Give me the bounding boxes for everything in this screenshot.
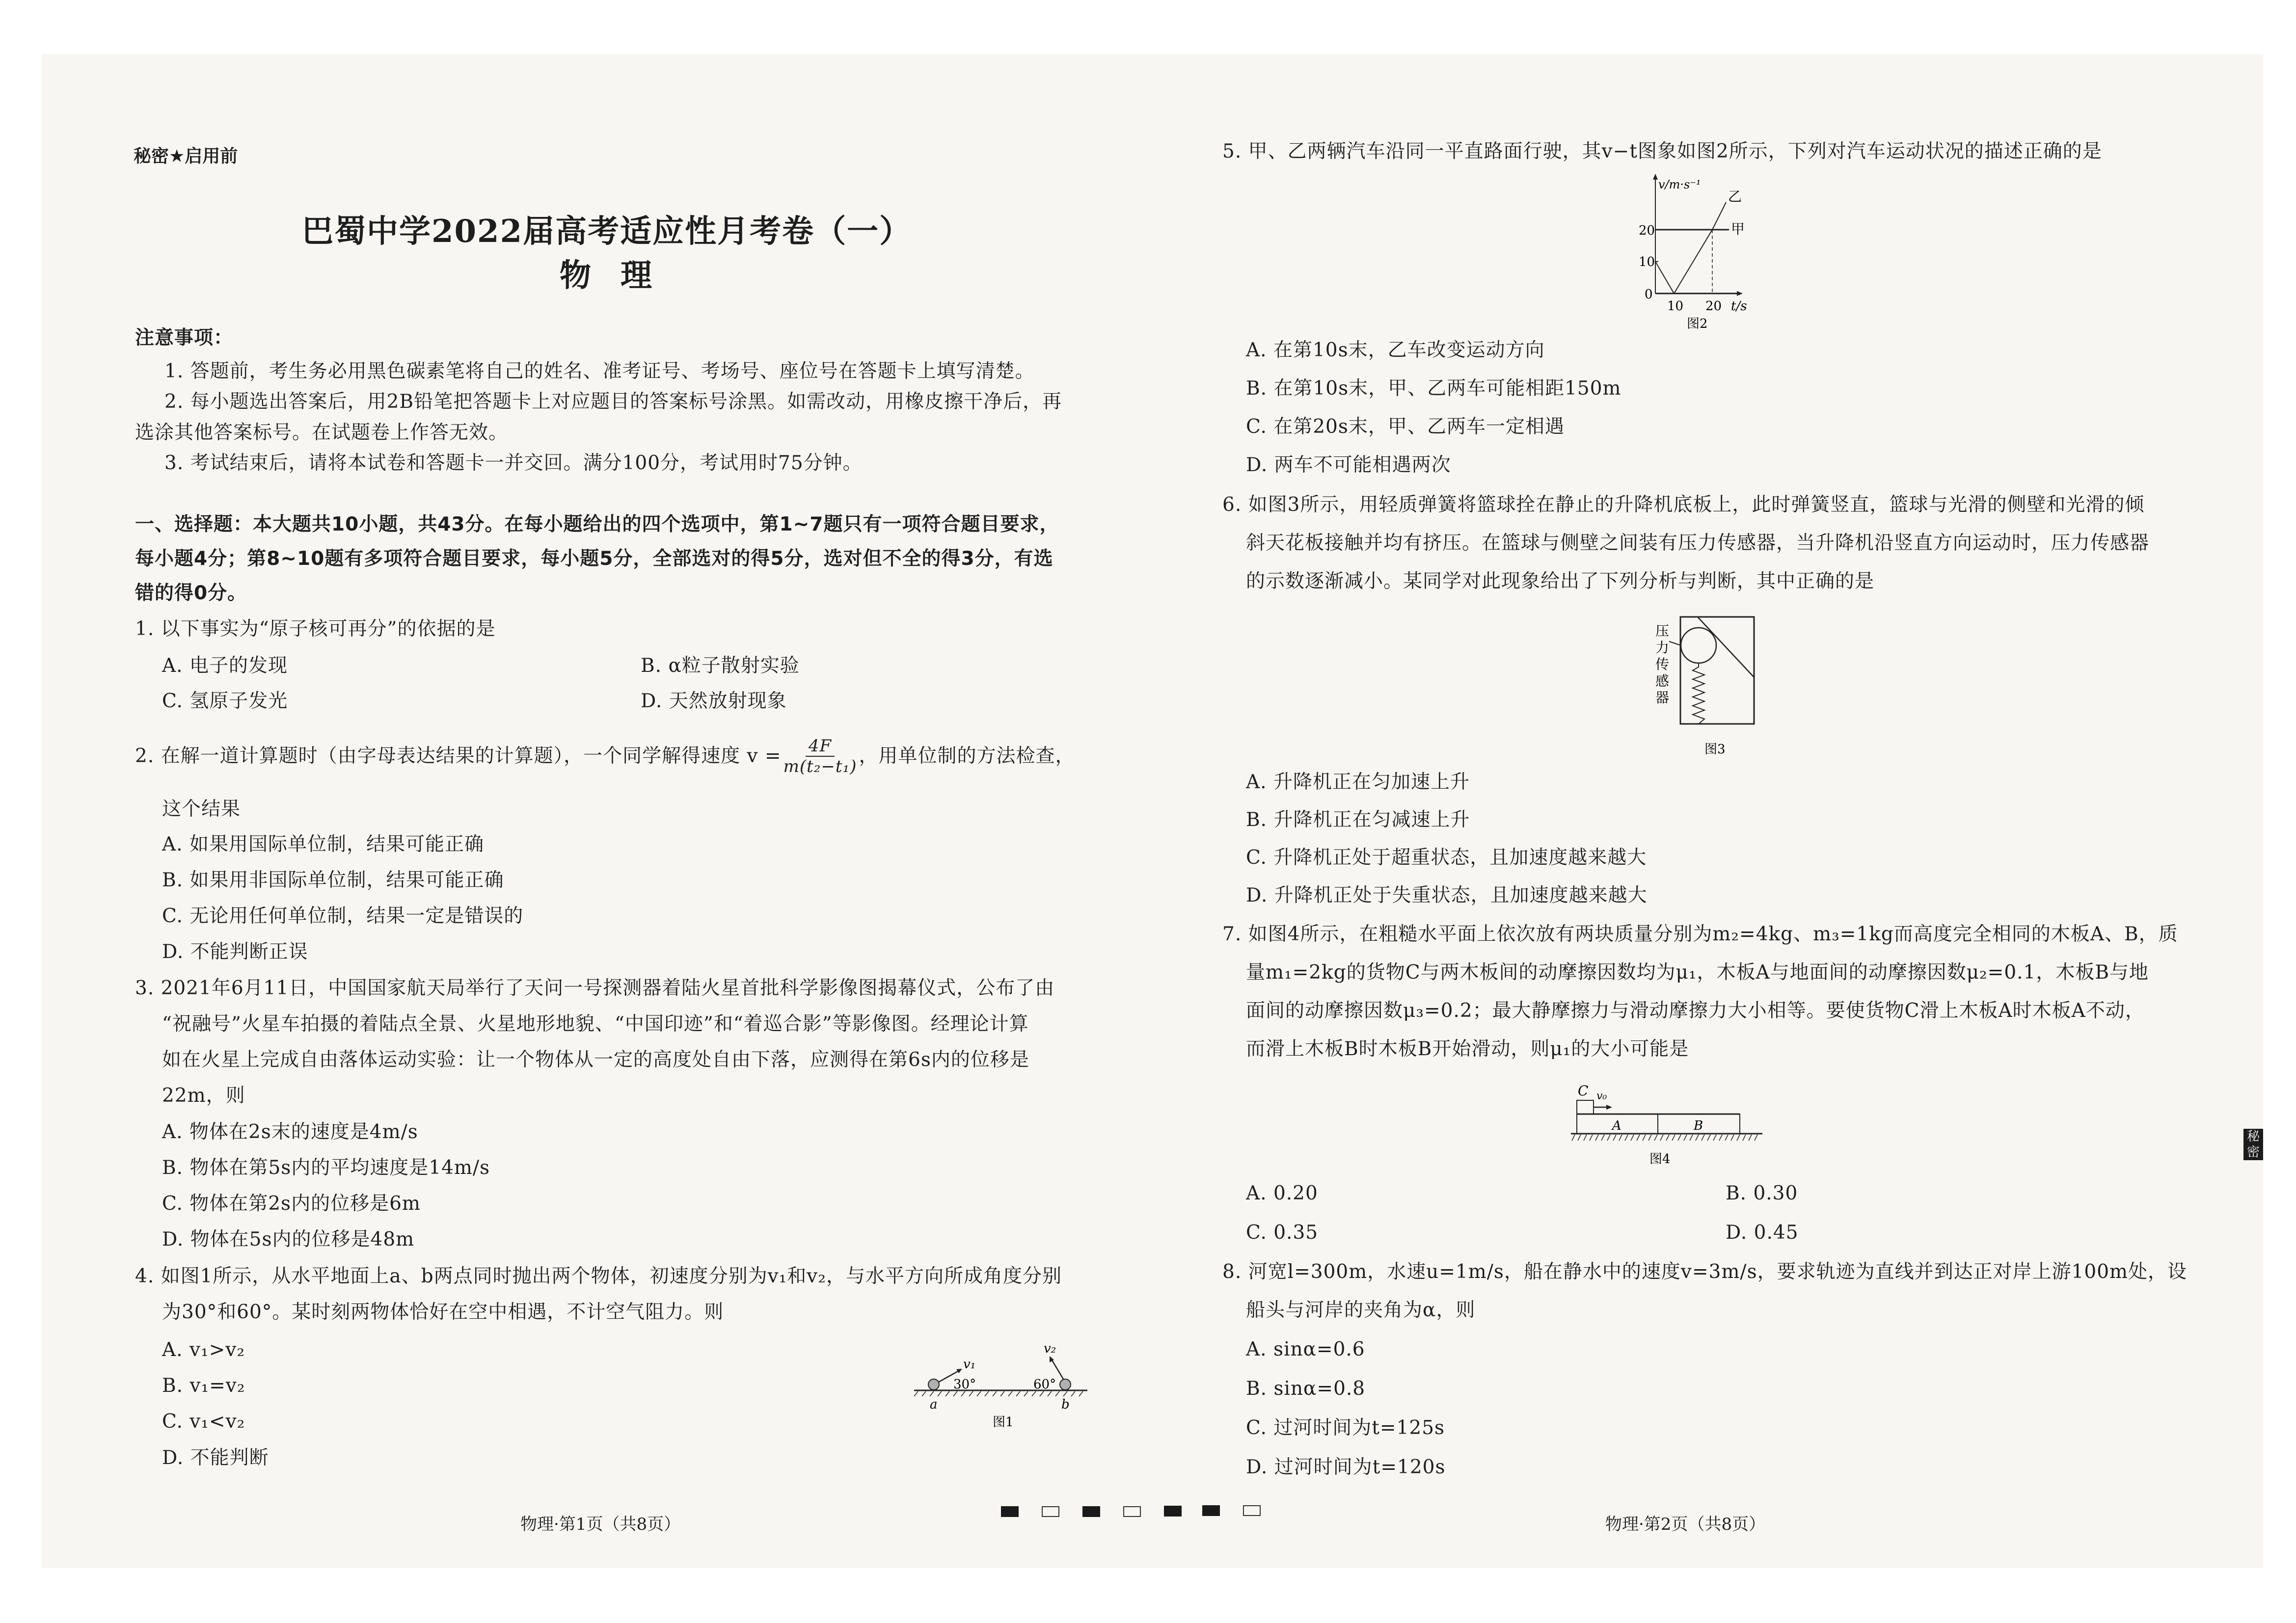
- figure-4-boards: [1571, 1080, 1826, 1178]
- fig2-yi-label: 乙: [1728, 188, 1742, 205]
- footer-marker-7: [1243, 1505, 1261, 1516]
- fig4-label-v0: v₀: [1596, 1090, 1607, 1102]
- fig1-v1-label: v₁: [963, 1357, 976, 1372]
- fig1-angle-b: 60°: [1033, 1377, 1056, 1392]
- section-intro-line-1: 一、选择题：本大题共10小题，共43分。在每小题给出的四个选项中，第1~7题只有一项符合题目要求，: [135, 513, 1059, 535]
- fig3-sensor-char-1: 压: [1655, 623, 1670, 639]
- fig2-x-tick-20: 20: [1705, 299, 1722, 314]
- figure-1-projectiles: [908, 1335, 1095, 1428]
- fig1-label-a: a: [930, 1397, 938, 1412]
- confidential-label: 秘密★启用前: [134, 146, 238, 166]
- notice-item-2: 2. 每小题选出答案后，用2B铅笔把答题卡上对应题目的答案标号涂黑。如需改动，用橡皮擦干净后，再: [164, 391, 1062, 413]
- footer-marker-2: [1042, 1506, 1059, 1517]
- q8-option-c[interactable]: C. 过河时间为t=125s: [1246, 1417, 1445, 1439]
- q2-option-d[interactable]: D. 不能判断正误: [162, 941, 308, 963]
- ball-b-icon: [1060, 1379, 1071, 1390]
- notice-item-2-cont: 选涂其他答案标号。在试题卷上作答无效。: [135, 422, 509, 444]
- basketball-icon: [1681, 628, 1716, 663]
- fig1-angle-a: 30°: [953, 1377, 976, 1392]
- q6-line-3: 的示数逐渐减小。某同学对此现象给出了下列分析与判断，其中正确的是: [1246, 570, 1875, 592]
- footer-marker-4: [1123, 1506, 1141, 1517]
- q4-line-2: 为30°和60°。某时刻两物体恰好在空中相遇，不计空气阻力。则: [162, 1301, 724, 1323]
- fig2-caption: 图2: [1687, 317, 1708, 329]
- q4-line-1: 4. 如图1所示，从水平地面上a、b两点同时抛出两个物体，初速度分别为v₁和v₂，与水平方向所成角度分别: [135, 1265, 1062, 1287]
- q3-option-b[interactable]: B. 物体在第5s内的平均速度是14m/s: [162, 1157, 490, 1179]
- q3-line-3: 如在火星上完成自由落体运动实验：让一个物体从一定的高度处自由下落，应测得在第6s内的位移是: [162, 1049, 1029, 1071]
- q3-option-c[interactable]: C. 物体在第2s内的位移是6m: [162, 1193, 421, 1215]
- q7-option-c[interactable]: C. 0.35: [1246, 1222, 1319, 1244]
- fig1-label-b: b: [1061, 1397, 1070, 1412]
- fig1-caption: 图1: [993, 1415, 1014, 1428]
- arrow-v0-icon: [1606, 1105, 1612, 1110]
- cargo-c: [1577, 1100, 1594, 1114]
- notice-item-3: 3. 考试结束后，请将本试卷和答题卡一并交回。满分100分，考试用时75分钟。: [164, 452, 863, 474]
- q4-option-c[interactable]: C. v₁<v₂: [162, 1410, 245, 1433]
- fig3-sensor-char-3: 传: [1655, 656, 1670, 672]
- q6-option-a[interactable]: A. 升降机正在匀加速上升: [1246, 771, 1470, 793]
- q2-stem-after: ，用单位制的方法检查，: [859, 745, 1075, 767]
- fig2-jia-label: 甲: [1731, 221, 1745, 237]
- q2-stem-before: 2. 在解一道计算题时（由字母表达结果的计算题），一个同学解得速度 v =: [135, 745, 782, 767]
- q2-stem: [135, 736, 1075, 776]
- fig4-label-c: C: [1578, 1083, 1589, 1099]
- fig3-caption: 图3: [1704, 742, 1726, 757]
- q3-line-1: 3. 2021年6月11日，中国国家航天局举行了天问一号探测器着陆火星首批科学影像图揭幕仪式，公布了由: [135, 977, 1055, 999]
- q4-option-a[interactable]: A. v₁>v₂: [162, 1339, 245, 1361]
- subject-title: 物理: [560, 257, 681, 294]
- q2-stem-line-2: 这个结果: [162, 798, 241, 820]
- fig4-label-b: B: [1694, 1118, 1703, 1133]
- q4-option-d[interactable]: D. 不能判断: [162, 1447, 269, 1469]
- q7-line-1: 7. 如图4所示，在粗糙水平面上依次放有两块质量分别为m₂=4kg、m₃=1kg而高度完全相同的木板A、B，质: [1222, 923, 2178, 945]
- q3-line-2: “祝融号”火星车拍摄的着陆点全景、火星地形地貌、“中国印迹”和“着巡合影”等影像图。经理论计算: [162, 1013, 1029, 1035]
- fig3-sensor-char-4: 感: [1655, 673, 1670, 689]
- series-yi-line: [1655, 202, 1726, 293]
- fig2-x-label: t/s: [1731, 299, 1747, 314]
- q1-option-a[interactable]: A. 电子的发现: [162, 655, 288, 677]
- q7-line-3: 面间的动摩擦因数μ₃=0.2；最大静摩擦力与滑动摩擦力大小相等。要使货物C滑上木板A时木板A不动，: [1246, 1000, 2145, 1022]
- footer-right-page-number: 物理·第2页（共8页）: [1605, 1515, 1766, 1534]
- fig4-label-a: A: [1612, 1118, 1621, 1133]
- q8-option-d[interactable]: D. 过河时间为t=120s: [1246, 1456, 1446, 1478]
- q4-option-b[interactable]: B. v₁=v₂: [162, 1375, 245, 1397]
- fig2-y-tick-0: 0: [1645, 287, 1653, 302]
- figure-3-elevator: [1649, 611, 1762, 763]
- footer-marker-5: [1164, 1506, 1182, 1517]
- q8-option-b[interactable]: B. sinα=0.8: [1246, 1378, 1366, 1400]
- q7-option-d[interactable]: D. 0.45: [1726, 1222, 1799, 1244]
- q2-formula-numerator: 4F: [806, 736, 835, 757]
- q6-option-c[interactable]: C. 升降机正处于超重状态，且加速度越来越大: [1246, 847, 1647, 869]
- fig3-sensor-char-2: 力: [1655, 639, 1670, 656]
- fig2-x-tick-10: 10: [1667, 299, 1684, 314]
- footer-marker-1: [1001, 1506, 1019, 1517]
- q8-option-a[interactable]: A. sinα=0.6: [1246, 1338, 1365, 1360]
- q7-line-2: 量m₁=2kg的货物C与两木板间的动摩擦因数均为μ₁，木板A与地面间的动摩擦因数μ₂=0.1，木板B与地: [1246, 961, 2149, 984]
- q6-line-2: 斜天花板接触并均有挤压。在篮球与侧壁之间装有压力传感器，当升降机沿竖直方向运动时，压力传感器: [1246, 532, 2150, 554]
- footer-marker-6: [1202, 1505, 1220, 1516]
- fig2-y-tick-10: 10: [1639, 255, 1655, 269]
- q3-line-4: 22m，则: [162, 1085, 245, 1107]
- q7-line-4: 而滑上木板B时木板B开始滑动，则μ₁的大小可能是: [1246, 1038, 1689, 1060]
- fig2-y-label: v/m·s⁻¹: [1658, 178, 1701, 191]
- q8-line-1: 8. 河宽l=300m，水速u=1m/s，船在静水中的速度v=3m/s，要求轨迹为直线并到达正对岸上游100m处，设: [1222, 1261, 2188, 1283]
- ball-a-icon: [928, 1379, 939, 1390]
- q7-option-a[interactable]: A. 0.20: [1246, 1182, 1318, 1204]
- q7-option-b[interactable]: B. 0.30: [1726, 1182, 1798, 1204]
- section-intro-line-2: 每小题4分；第8~10题有多项符合题目要求，每小题5分，全部选对的得5分，选对但不全的得3分，有选: [135, 548, 1053, 570]
- fig2-y-tick-20: 20: [1639, 223, 1655, 238]
- q3-option-d[interactable]: D. 物体在5s内的位移是48m: [162, 1228, 415, 1251]
- q2-formula: [783, 736, 857, 776]
- q8-line-2: 船头与河岸的夹角为α，则: [1246, 1299, 1476, 1321]
- notice-item-1: 1. 答题前，考生务必用黑色碳素笔将自己的姓名、准考证号、考场号、座位号在答题卡上填写清楚。: [164, 360, 1035, 382]
- ground-hatching: [1572, 1135, 1757, 1141]
- fig1-v2-label: v₂: [1044, 1341, 1056, 1356]
- q5-stem: 5. 甲、乙两辆汽车沿同一平直路面行驶，其v−t图象如图2所示，下列对汽车运动状况的描述正确的是: [1222, 140, 2102, 162]
- figure-2-vt-chart: [1635, 172, 1792, 329]
- side-confidential-tab: 秘密: [2243, 1129, 2263, 1160]
- exam-title: 巴蜀中学2022届高考适应性月考卷（一）: [302, 213, 912, 250]
- q1-option-c[interactable]: C. 氢原子发光: [162, 690, 288, 712]
- q2-option-a[interactable]: A. 如果用国际单位制，结果可能正确: [162, 833, 484, 855]
- q2-option-b[interactable]: B. 如果用非国际单位制，结果可能正确: [162, 869, 504, 891]
- ground-hatching: [914, 1391, 1083, 1396]
- q1-option-b[interactable]: B. α粒子散射实验: [641, 655, 800, 677]
- notice-heading: 注意事项：: [135, 327, 234, 349]
- q2-formula-denominator: m(t₂−t₁): [783, 757, 857, 776]
- q1-option-d[interactable]: D. 天然放射现象: [641, 690, 787, 712]
- q5-option-c[interactable]: C. 在第20s末，甲、乙两车一定相遇: [1246, 416, 1565, 438]
- q2-option-c[interactable]: C. 无论用任何单位制，结果一定是错误的: [162, 905, 524, 927]
- fig4-caption: 图4: [1649, 1152, 1671, 1167]
- fig3-sensor-char-5: 器: [1655, 690, 1670, 706]
- q1-stem: 1. 以下事实为“原子核可再分”的依据的是: [135, 618, 496, 640]
- q6-option-b[interactable]: B. 升降机正在匀减速上升: [1246, 809, 1470, 831]
- q6-line-1: 6. 如图3所示，用轻质弹簧将篮球拴在静止的升降机底板上，此时弹簧竖直，篮球与光滑的侧壁和光滑的倾: [1222, 494, 2145, 516]
- q6-option-d[interactable]: D. 升降机正处于失重状态，且加速度越来越大: [1246, 884, 1648, 906]
- q5-option-a[interactable]: A. 在第10s末，乙车改变运动方向: [1246, 339, 1545, 361]
- spring-icon: [1693, 663, 1704, 724]
- q5-option-d[interactable]: D. 两车不可能相遇两次: [1246, 454, 1451, 476]
- footer-left-page-number: 物理·第1页（共8页）: [520, 1515, 681, 1534]
- q3-option-a[interactable]: A. 物体在2s末的速度是4m/s: [162, 1121, 418, 1143]
- exam-paper: [42, 54, 2263, 1568]
- q5-option-b[interactable]: B. 在第10s末，甲、乙两车可能相距150m: [1246, 377, 1621, 399]
- footer-marker-3: [1082, 1506, 1100, 1517]
- section-intro-line-3: 错的得0分。: [135, 582, 247, 604]
